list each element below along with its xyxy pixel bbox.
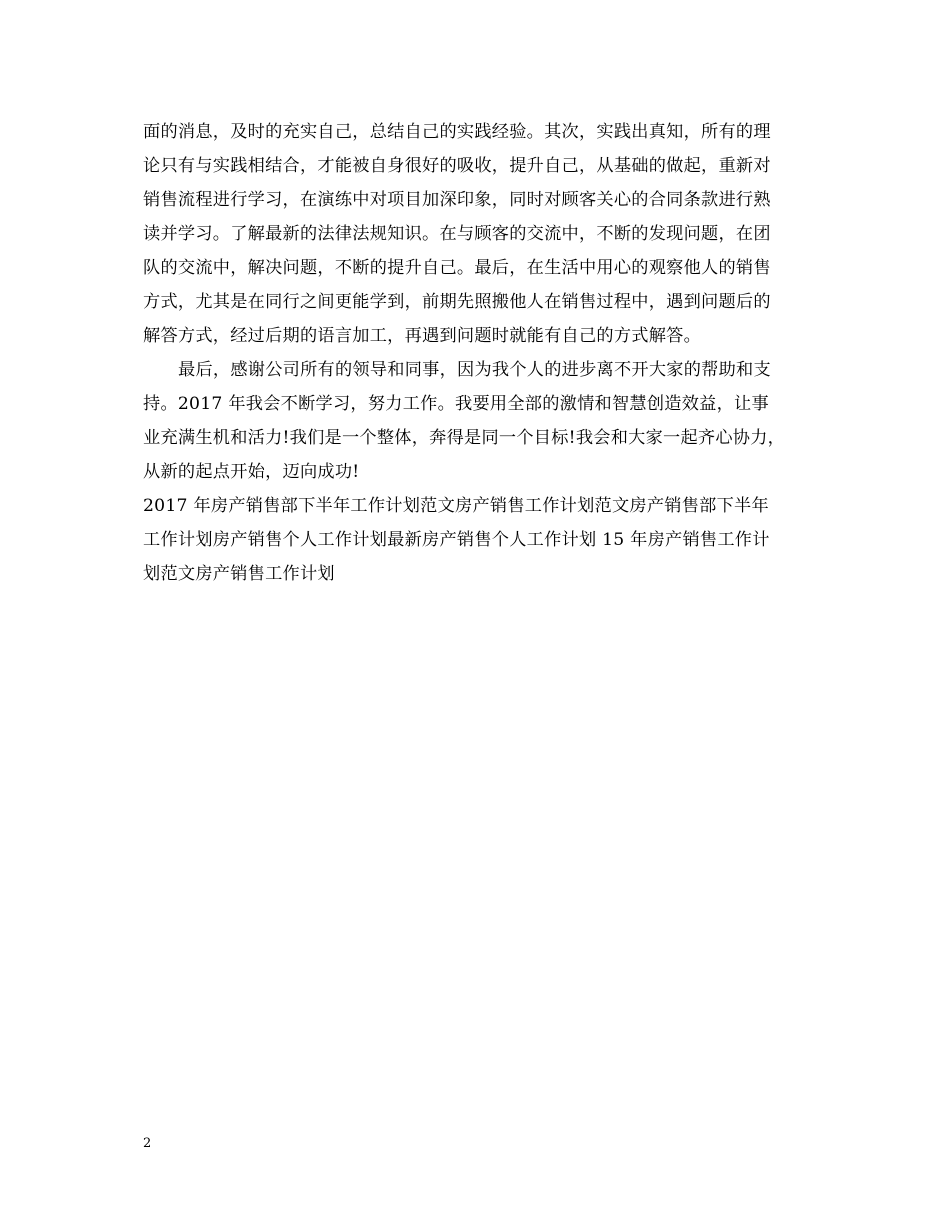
text-line: 持。2017 年我会不断学习，努力工作。我要用全部的激情和智慧创造效益，让事 bbox=[143, 394, 769, 414]
document-body bbox=[143, 115, 823, 591]
page-number: 2 bbox=[143, 1136, 152, 1151]
paragraph-thanks bbox=[143, 353, 823, 489]
text-line: 最后，感谢公司所有的领导和同事，因为我个人的进步离不开大家的帮助和支 bbox=[178, 360, 771, 380]
paragraph-practice-experience bbox=[143, 115, 823, 353]
related-titles bbox=[143, 489, 823, 591]
text-line: 论只有与实践相结合，才能被自身很好的吸收，提升自己，从基础的做起，重新对 bbox=[143, 156, 771, 176]
text-line: 从新的起点开始，迈向成功! bbox=[143, 462, 360, 482]
text-line: 划范文房产销售工作计划 bbox=[143, 564, 335, 584]
text-line: 2017 年房产销售部下半年工作计划范文房产销售工作计划范文房产销售部下半年 bbox=[143, 496, 769, 516]
text-line: 解答方式，经过后期的语言加工，再遇到问题时就能有自己的方式解答。 bbox=[143, 326, 702, 346]
text-line: 业充满生机和活力!我们是一个整体，奔得是同一个目标!我会和大家一起齐心协力， bbox=[143, 428, 786, 448]
text-line: 方式，尤其是在同行之间更能学到，前期先照搬他人在销售过程中，遇到问题后的 bbox=[143, 292, 771, 312]
text-line: 销售流程进行学习，在演练中对项目加深印象，同时对顾客关心的合同条款进行熟 bbox=[143, 190, 771, 210]
text-line: 面的消息，及时的充实自己，总结自己的实践经验。其次，实践出真知，所有的理 bbox=[143, 122, 771, 142]
text-line: 队的交流中，解决问题，不断的提升自己。最后，在生活中用心的观察他人的销售 bbox=[143, 258, 771, 278]
text-line: 读并学习。了解最新的法律法规知识。在与顾客的交流中，不断的发现问题，在团 bbox=[143, 224, 771, 244]
text-line: 工作计划房产销售个人工作计划最新房产销售个人工作计划 15 年房产销售工作计 bbox=[143, 530, 770, 550]
